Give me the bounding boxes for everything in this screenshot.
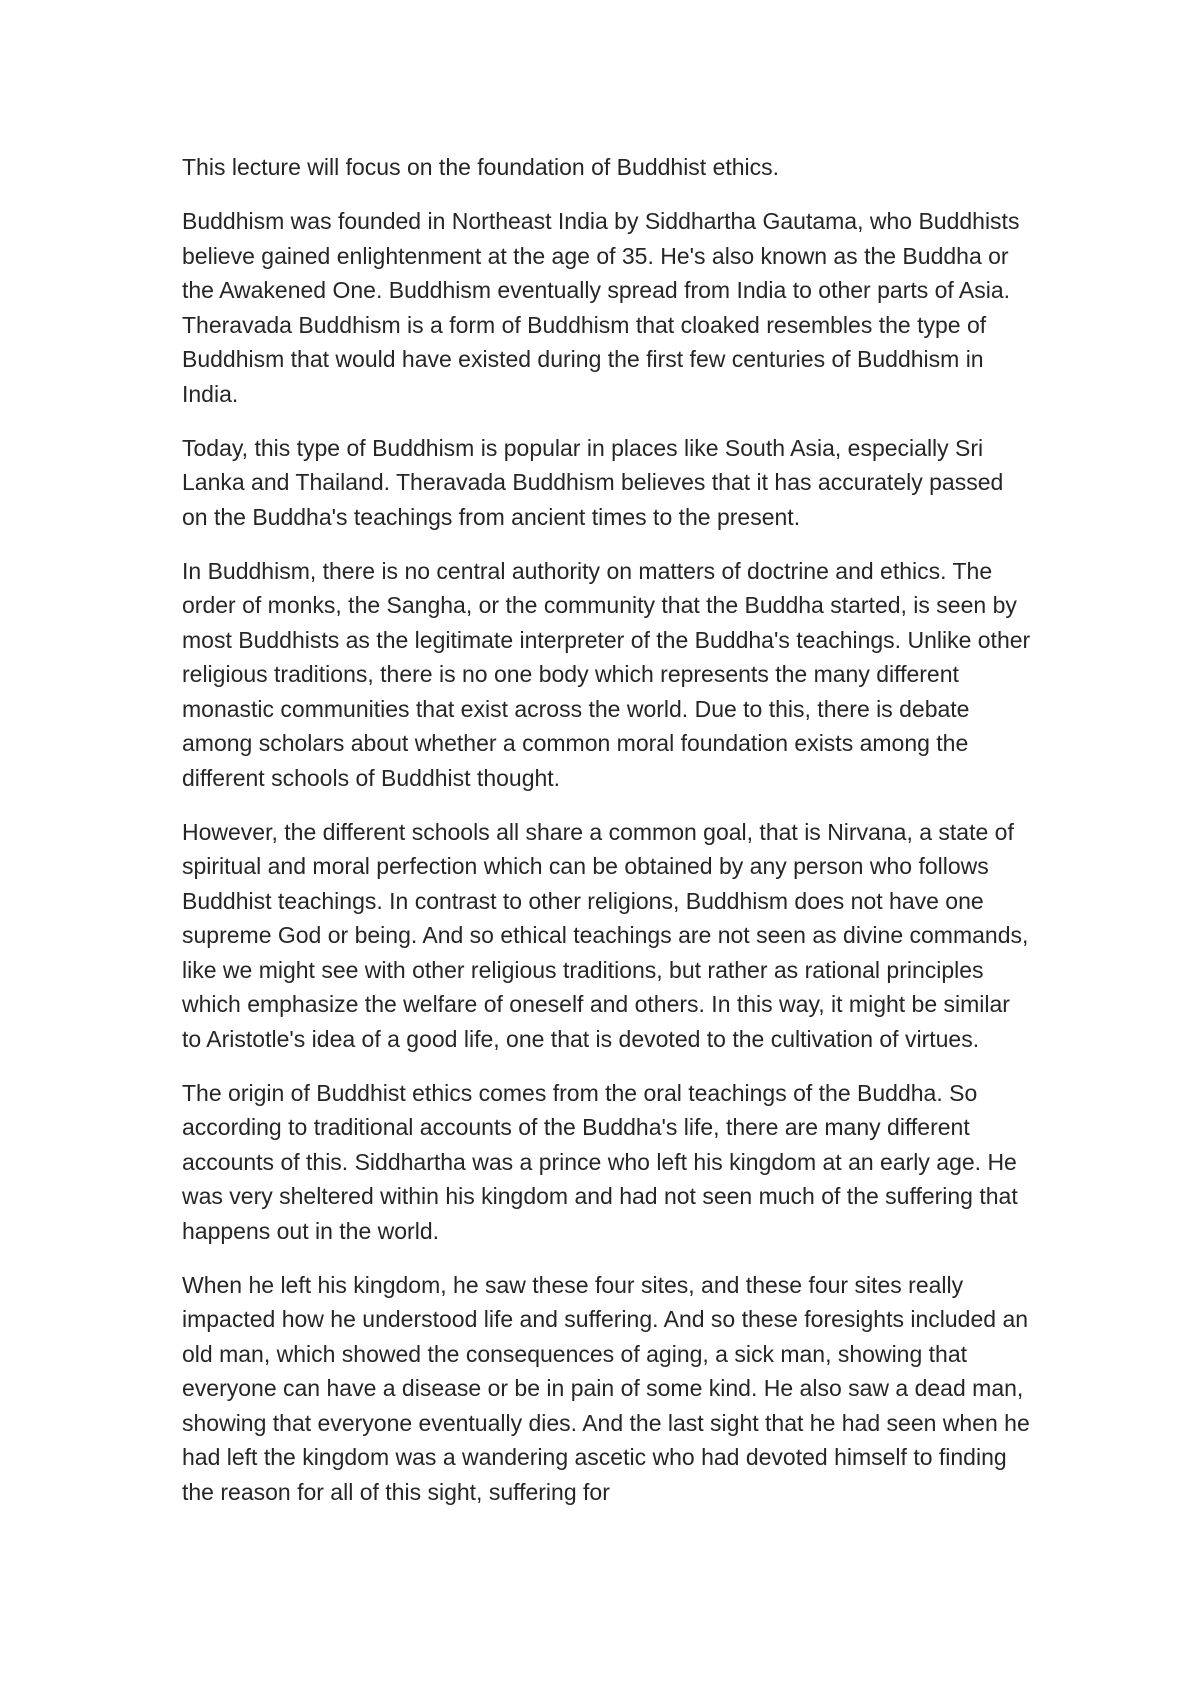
paragraph-today: Today, this type of Buddhism is popular in places like South Asia, especially Sri Lanka and Thailand. Theravada Buddhism believes that it has accurately passed on the Buddha's teachings from ancient times to the present. <box>182 434 1004 530</box>
paragraph-intro: This lecture will focus on the foundation of Buddhist ethics. <box>182 154 780 180</box>
paragraph-origin: The origin of Buddhist ethics comes from the oral teachings of the Buddha. So according to traditional accounts of the Buddha's life, there are many different accounts of this. Siddhartha was a prince who left his kingdom at an early age. He was very sheltered within his kingdom and had not seen much of the suffering that happens out in the world. <box>182 1079 1018 1244</box>
paragraph-four-sights: When he left his kingdom, he saw these four sites, and these four sites really impacted how he understood life and suffering. And so these foresights included an old man, which showed the consequences of aging, a sick man, showing that everyone can have a disease or be in pain of some kind. He also saw a dead man, showing that everyone eventually dies. And the last sight that he had seen when he had left the kingdom was a wandering ascetic who had devoted himself to finding the reason for all of this sight, suffering for <box>182 1271 1030 1505</box>
paragraph-founding: Buddhism was founded in Northeast India by Siddhartha Gautama, who Buddhists believe gained enlightenment at the age of 35. He's also known as the Buddha or the Awakened One. Buddhism eventually spread from India to other parts of Asia. Theravada Buddhism is a form of Buddhism that cloaked resembles the type of Buddhism that would have existed during the first few centuries of Buddhism in India. <box>182 208 1020 407</box>
paragraph-authority: In Buddhism, there is no central authority on matters of doctrine and ethics. The order of monks, the Sangha, or the community that the Buddha started, is seen by most Buddhists as the legitimate interpreter of the Buddha's teachings. Unlike other religious traditions, there is no one body which represents the many different monastic communities that exist across the world. Due to this, there is debate among scholars about whether a common moral foundation exists among the different schools of Buddhist thought. <box>182 557 1031 791</box>
document-page <box>182 150 1032 1529</box>
paragraph-nirvana: However, the different schools all share a common goal, that is Nirvana, a state of spiritual and moral perfection which can be obtained by any person who follows Buddhist teachings. In contrast to other religions, Buddhism does not have one supreme God or being. And so ethical teachings are not seen as divine commands, like we might see with other religious traditions, but rather as rational principles which emphasize the welfare of oneself and others. In this way, it might be similar to Aristotle's idea of a good life, one that is devoted to the cultivation of virtues. <box>182 818 1029 1052</box>
